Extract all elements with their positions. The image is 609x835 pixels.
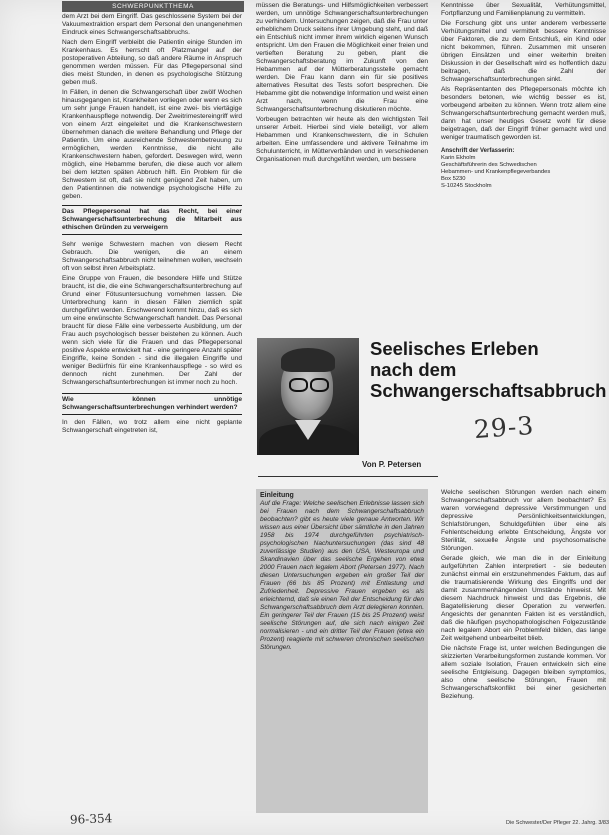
author-portrait-photo <box>257 338 359 455</box>
pull-quote: Das Pflegepersonal hat das Recht, bei einer Schwangerschaftsunterbrechung die Mitarbeit aus ethischen Gründen zu verweigern <box>62 205 242 235</box>
author-address-line: Hebammen- und Krankenpflegeverbandes <box>441 169 551 175</box>
paragraph: In den Fällen, wo trotz allem eine nicht geplante Schwangerschaft eingetreten ist, <box>62 419 242 434</box>
headline-line: Seelisches Erleben <box>370 338 539 359</box>
paragraph: dem Arzt bei dem Eingriff. Das geschlossene System bei der Vakuumextraktion erspart dem Personal den unangenehmen Eindruck eines Schwangerschaftsabbruchs. <box>62 13 242 36</box>
paragraph: Nach dem Eingriff verbleibt die Patientin einige Stunden im Krankenhaus. Es herrscht oft Platzmangel auf der postoperativen Abteilung, so daß andere Räume in Anspruch genommen werden müssen. Für das Pflegepersonal sind dies meist Stunden, in denen es psychologische Stützung geben muß. <box>62 39 242 86</box>
paragraph: Die Forschung gibt uns unter anderem verbesserte Verhütungsmittel und vermittelt bessere Kenntnisse über Faktoren, die zu dem Entschluß, ein Kind oder nicht bekommen, führen. Zusammen mit unseren übrigen Einsätzen und einer weiterhin breiten Diskussion in der Gesellschaft wird es hoffentlich dazu beitragen, daß die Zahl der Schwangerschaftsunterbrechungen sinkt. <box>441 20 606 83</box>
article-headline <box>370 338 609 401</box>
paragraph: In Fällen, in denen die Schwangerschaft über zwölf Wochen hinausgegangen ist, Krankheiten vorliegen oder wenn es sich um sehr junge Frauen handelt, ist eine zwei- bis viertägige Krankenhauspflege notwendig. Der Zweitrimestereingriff wird von einem Arzt eingeleitet und die Krankenschwestern übernehmen danach die weitere Behandlung und Pflege der Patientin. Um eine ausreichende Schwesternbetreuung zu ermöglichen, werden Kenntnisse, die nicht alle Krankenschwestern haben, gefordert. Deswegen wird, wenn möglich, eine Hebamme berufen, die diese auch vor allem bei dem letzten späten Abbruch hilft. Ein Problem für die Schwestern ist oft, daß sie nicht genügend Zeit haben, um den Patientinnen die notwendige psychologische Hilfe zu geben. <box>62 89 242 200</box>
headline-line: nach dem <box>370 359 457 380</box>
section-header: SCHWERPUNKTTHEMA <box>62 1 244 12</box>
introduction-title: Einleitung <box>260 492 294 499</box>
paragraph: Eine Gruppe von Frauen, die besondere Hilfe und Stütze braucht, ist die, die eine Schwangerschaftsunterbrechung auf Grund einer Fötusuntersuchung vornehmen lassen. Die Unterbrechung kann in diesen Fällen ziemlich spät durchgeführt werden. Erschwerend kommt hinzu, daß es sich um eine erwünschte Schwangerschaft handelt. Das Personal braucht für diese Fälle eine verbesserte Ausbildung, um der Frau auch psychologisch besser beistehen zu können. Auch wenn sich viele für die Frauen und das Pflegepersonal positive Aspekte entwickelt hat - eine geringere Anzahl später Eingriffe, keine Sonden - sind die illegalen Eingriffe und weniger Bedürfnis für eine Krankenhauspflege - so wird es dennoch nicht zunehmen. Der Zahl der Schwangerschaftsunterbrechungen ist immer noch zu hoch. <box>62 275 242 386</box>
column-1 <box>62 13 242 813</box>
paragraph: müssen die Beratungs- und Hilfsmöglichkeiten verbessert werden, um unnötige Schwangerschaftsunterbrechungen zu verhindern. Untersuchungen zeigen, daß die Frau unter erheblichem Druck seitens ihrer Umgebung steht, und daß ein Entschluß nicht immer ihrem wirklich eigenen Wunsch entspricht. Um den Frauen die Möglichkeit einer freien und vertieften Beratung zu geben, plant die Schwangerschaftsberatung im Zukunft von den Hebammen auf der Mütterberatungsstelle gemacht werden. Die Frau kann dann ein für sie positives alternatives Resultat des Tests sofort besprechen. Die Hebamme gibt die notwendige Information und weist einen Arzt nach, wenn die Frau eine Schwangerschaftsunterbrechung diskutieren möchte. <box>256 2 428 113</box>
author-address-line: Box 5230 <box>441 176 466 182</box>
paragraph: Sehr wenige Schwestern machen von diesem Recht Gebrauch. Die wenigen, die an einem Schwangerschaftsabbruch nicht teilnehmen wollen, wechseln oft von selbst ihren Arbeitsplatz. <box>62 241 242 272</box>
author-address-heading: Anschrift der Verfasserin: <box>441 148 515 154</box>
paragraph: Kenntnisse über Sexualität, Verhütungsmittel, Fortpflanzung und Familienplanung zu vermitteln. <box>441 2 606 17</box>
paragraph: Welche seelischen Störungen werden nach einem Schwangerschaftsabbruch vor allem beobachtet? Es waren vorwiegend depressive Verstimmungen und depressive Persönlichkeitsentwicklungen, Schlafstörungen, Schuldgefühlen über eine als Fehlentscheidung erlebte Entscheidung, Ängste vor Sterilität, sexuelle Ängste und psychosomatische Störungen. <box>441 489 606 552</box>
column-4 <box>441 489 606 813</box>
column-3 <box>441 2 606 282</box>
paragraph: Die nächste Frage ist, unter welchen Bedingungen die skizzierten Verarbeitungsformen zustande kommen. Vor allem soziale Isolation, Frauen entwickeln sich eine seelische Entgleisung. Dagegen bleiben symptomlos, also ohne seelische Störungen, Frauen mit Schwangerschaftskonflikt bei einer gesicherten Beziehung. <box>441 645 606 700</box>
column-2 <box>256 2 428 332</box>
handwritten-page-number: 96-354 <box>69 811 113 827</box>
headline-line: Schwangerschaftsabbruch <box>370 380 607 401</box>
author-address-line: Karin Ekholm <box>441 155 476 161</box>
introduction-text: Auf die Frage: Welche seelischen Erlebnisse lassen sich bei Frauen nach dem Schwangerschaftsabbruch beobachten? gibt es heute viele genaue Antworten. Wir wissen aus einer Übersicht über sämtliche in den Jahren 1958 bis 1974 durchgeführten psychiatrisch-psychologischen Nachuntersuchungen (das sind 48 zuverlässige Studien) aus den USA, Westeuropa und Skandinavien über das seelische Ergehen von etwa 2000 Frauen nach legalem Abort (Petersen 1977). Nach diesen Untersuchungen ergeben ein großer Teil der Frauen (66 bis 85 Prozent) mit Entlastung und Zufriedenheit. Depressive Frauen ergeben es als erleichternd, daß sie einen Teil der Entscheidung für den Schwangerschaftsabbruch dem Arzt delegieren konnten. Ein geringerer Teil der Frauen (15 bis 25 Prozent) weist seelische Störungen auf, die sich nach einigen Zeit normalisieren - und ein dritter Teil der Frauen (etwa ein Prozent) reagierte mit schweren chronischen seelischen Störungen. <box>260 500 424 651</box>
paragraph: Gerade gleich, wie man die in der Einleitung aufgeführten Zahlen interpretiert - sie bedeuten zunächst einmal ein erstzunehmendes Faktum, das auf die traumatisierende Wirkung des Eingriffs und der damit zusammenhängenden Umstände hinweist. Mit diesem Nachdruck hinweist und das Ergebnis, die Bagatellisierung dieser Operation zu verwerfen. Angesichts der genannten Fakten ist es verständlich, daß die häufigen psychopathologischen Folgezustände nach legalem Abort ein Problemfeld bilden, das lange Zeit weitgehend unbearbeitet blieb. <box>441 555 606 642</box>
introduction-box <box>256 489 428 813</box>
article-byline: Von P. Petersen <box>362 460 422 469</box>
author-address-line: Geschäftsführerin des Schwedischen <box>441 162 537 168</box>
subheading: Wie können unnötige Schwangerschaftsunterbrechungen verhindert werden? <box>62 393 242 415</box>
paragraph: Als Repräsentanten des Pflegepersonals möchte ich besonders betonen, wie wichtig besser es ist, vorbeugend arbeiten zu können. Wenn trotz allem eine Schwangerschaftsunterbrechung gemacht werden muß, dann hat unser heutiges Gesetz wohl für diese beigetragen, daß der Eingriff früher gemacht wird und weniger traumatisch geworden ist. <box>441 86 606 141</box>
divider <box>258 476 438 477</box>
journal-footer: Die Schwester/Der Pfleger 22. Jahrg. 3/83 <box>506 820 609 826</box>
author-address <box>441 148 606 190</box>
paragraph: Vorbeugen betrachten wir heute als den wichtigsten Teil unserer Arbeit. Hierbei sind viele beteiligt, vor allem Hebammen und Krankenschwestern, die in Schulen arbeiten. Eine umfassendere und aktivere Teilnahme im Schulunterricht, in Mütterverbänden und in verschiedenen Organisationen muß durchgeführt werden, um bessere <box>256 116 428 163</box>
author-address-line: S-10245 Stockholm <box>441 183 492 189</box>
handwritten-annotation: 29-3 <box>473 410 536 445</box>
